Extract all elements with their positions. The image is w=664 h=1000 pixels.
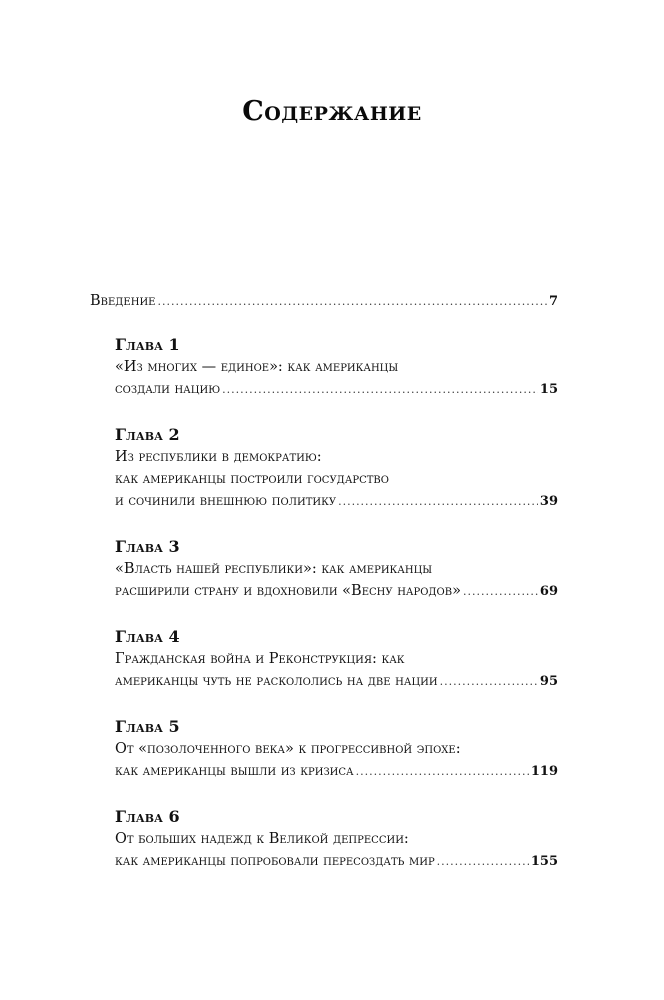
toc-entry-chapter-5[interactable] — [115, 716, 558, 783]
page-title: Содержание — [242, 96, 422, 127]
chapter-label: Глава 6 — [115, 807, 180, 826]
chapter-title-line: «Власть нашей республики»: как американцы — [115, 561, 433, 577]
chapter-label: Глава 1 — [115, 335, 180, 354]
toc-line — [115, 580, 558, 603]
chapter-title-line: как американцы построили государство — [115, 471, 389, 487]
chapter-title-line: Из республики в демократию: — [115, 449, 322, 465]
chapter-title-line: американцы чуть не раскололись на две нации — [115, 673, 438, 689]
chapter-label: Глава 5 — [115, 717, 180, 736]
dot-leader — [437, 851, 529, 873]
toc-line — [115, 670, 558, 693]
page-number: 69 — [539, 584, 558, 599]
toc-line — [90, 290, 558, 313]
chapter-title-line: как американцы попробовали пересоздать мир — [115, 853, 435, 869]
toc-entry-label: Введение — [90, 293, 156, 309]
page-number: 119 — [530, 764, 558, 779]
dot-leader — [440, 671, 538, 693]
toc-entry-chapter-6[interactable] — [115, 806, 558, 873]
chapter-label: Глава 2 — [115, 425, 180, 444]
toc-entry-chapter-4[interactable] — [115, 626, 558, 693]
chapter-title-line: и сочинили внешнюю политику — [115, 493, 337, 509]
dot-leader — [463, 581, 538, 603]
chapter-title-line: расширили страну и вдохновили «Весну народов» — [115, 583, 461, 599]
chapter-title-line: Гражданская война и Реконструкция: как — [115, 651, 405, 667]
dot-leader — [338, 491, 538, 513]
page-number: 39 — [539, 494, 558, 509]
toc-entry-chapter-1[interactable] — [115, 334, 558, 401]
chapter-title-line: От больших надежд к Великой депрессии: — [115, 831, 409, 847]
toc-entry-chapter-2[interactable] — [115, 424, 558, 513]
page-number: 155 — [530, 854, 558, 869]
dot-leader — [222, 379, 538, 401]
chapter-label: Глава 3 — [115, 537, 180, 556]
page-number: 7 — [548, 294, 558, 309]
page-number: 15 — [539, 382, 558, 397]
chapter-title-line: как американцы вышли из кризиса — [115, 763, 354, 779]
chapter-title-line: От «позолоченного века» к прогрессивной эпохе: — [115, 741, 461, 757]
toc-line — [115, 760, 558, 783]
toc-entry-chapter-3[interactable] — [115, 536, 558, 603]
toc-entry-introduction[interactable] — [90, 290, 558, 313]
page-number: 95 — [539, 674, 558, 689]
toc-line — [115, 490, 558, 513]
chapter-list — [115, 334, 558, 896]
chapter-label: Глава 4 — [115, 627, 180, 646]
toc-line — [115, 850, 558, 873]
dot-leader — [157, 291, 546, 313]
toc-line — [115, 378, 558, 401]
chapter-title-line: создали нацию — [115, 381, 221, 397]
dot-leader — [356, 761, 529, 783]
chapter-title-line: «Из многих — единое»: как американцы — [115, 359, 399, 375]
